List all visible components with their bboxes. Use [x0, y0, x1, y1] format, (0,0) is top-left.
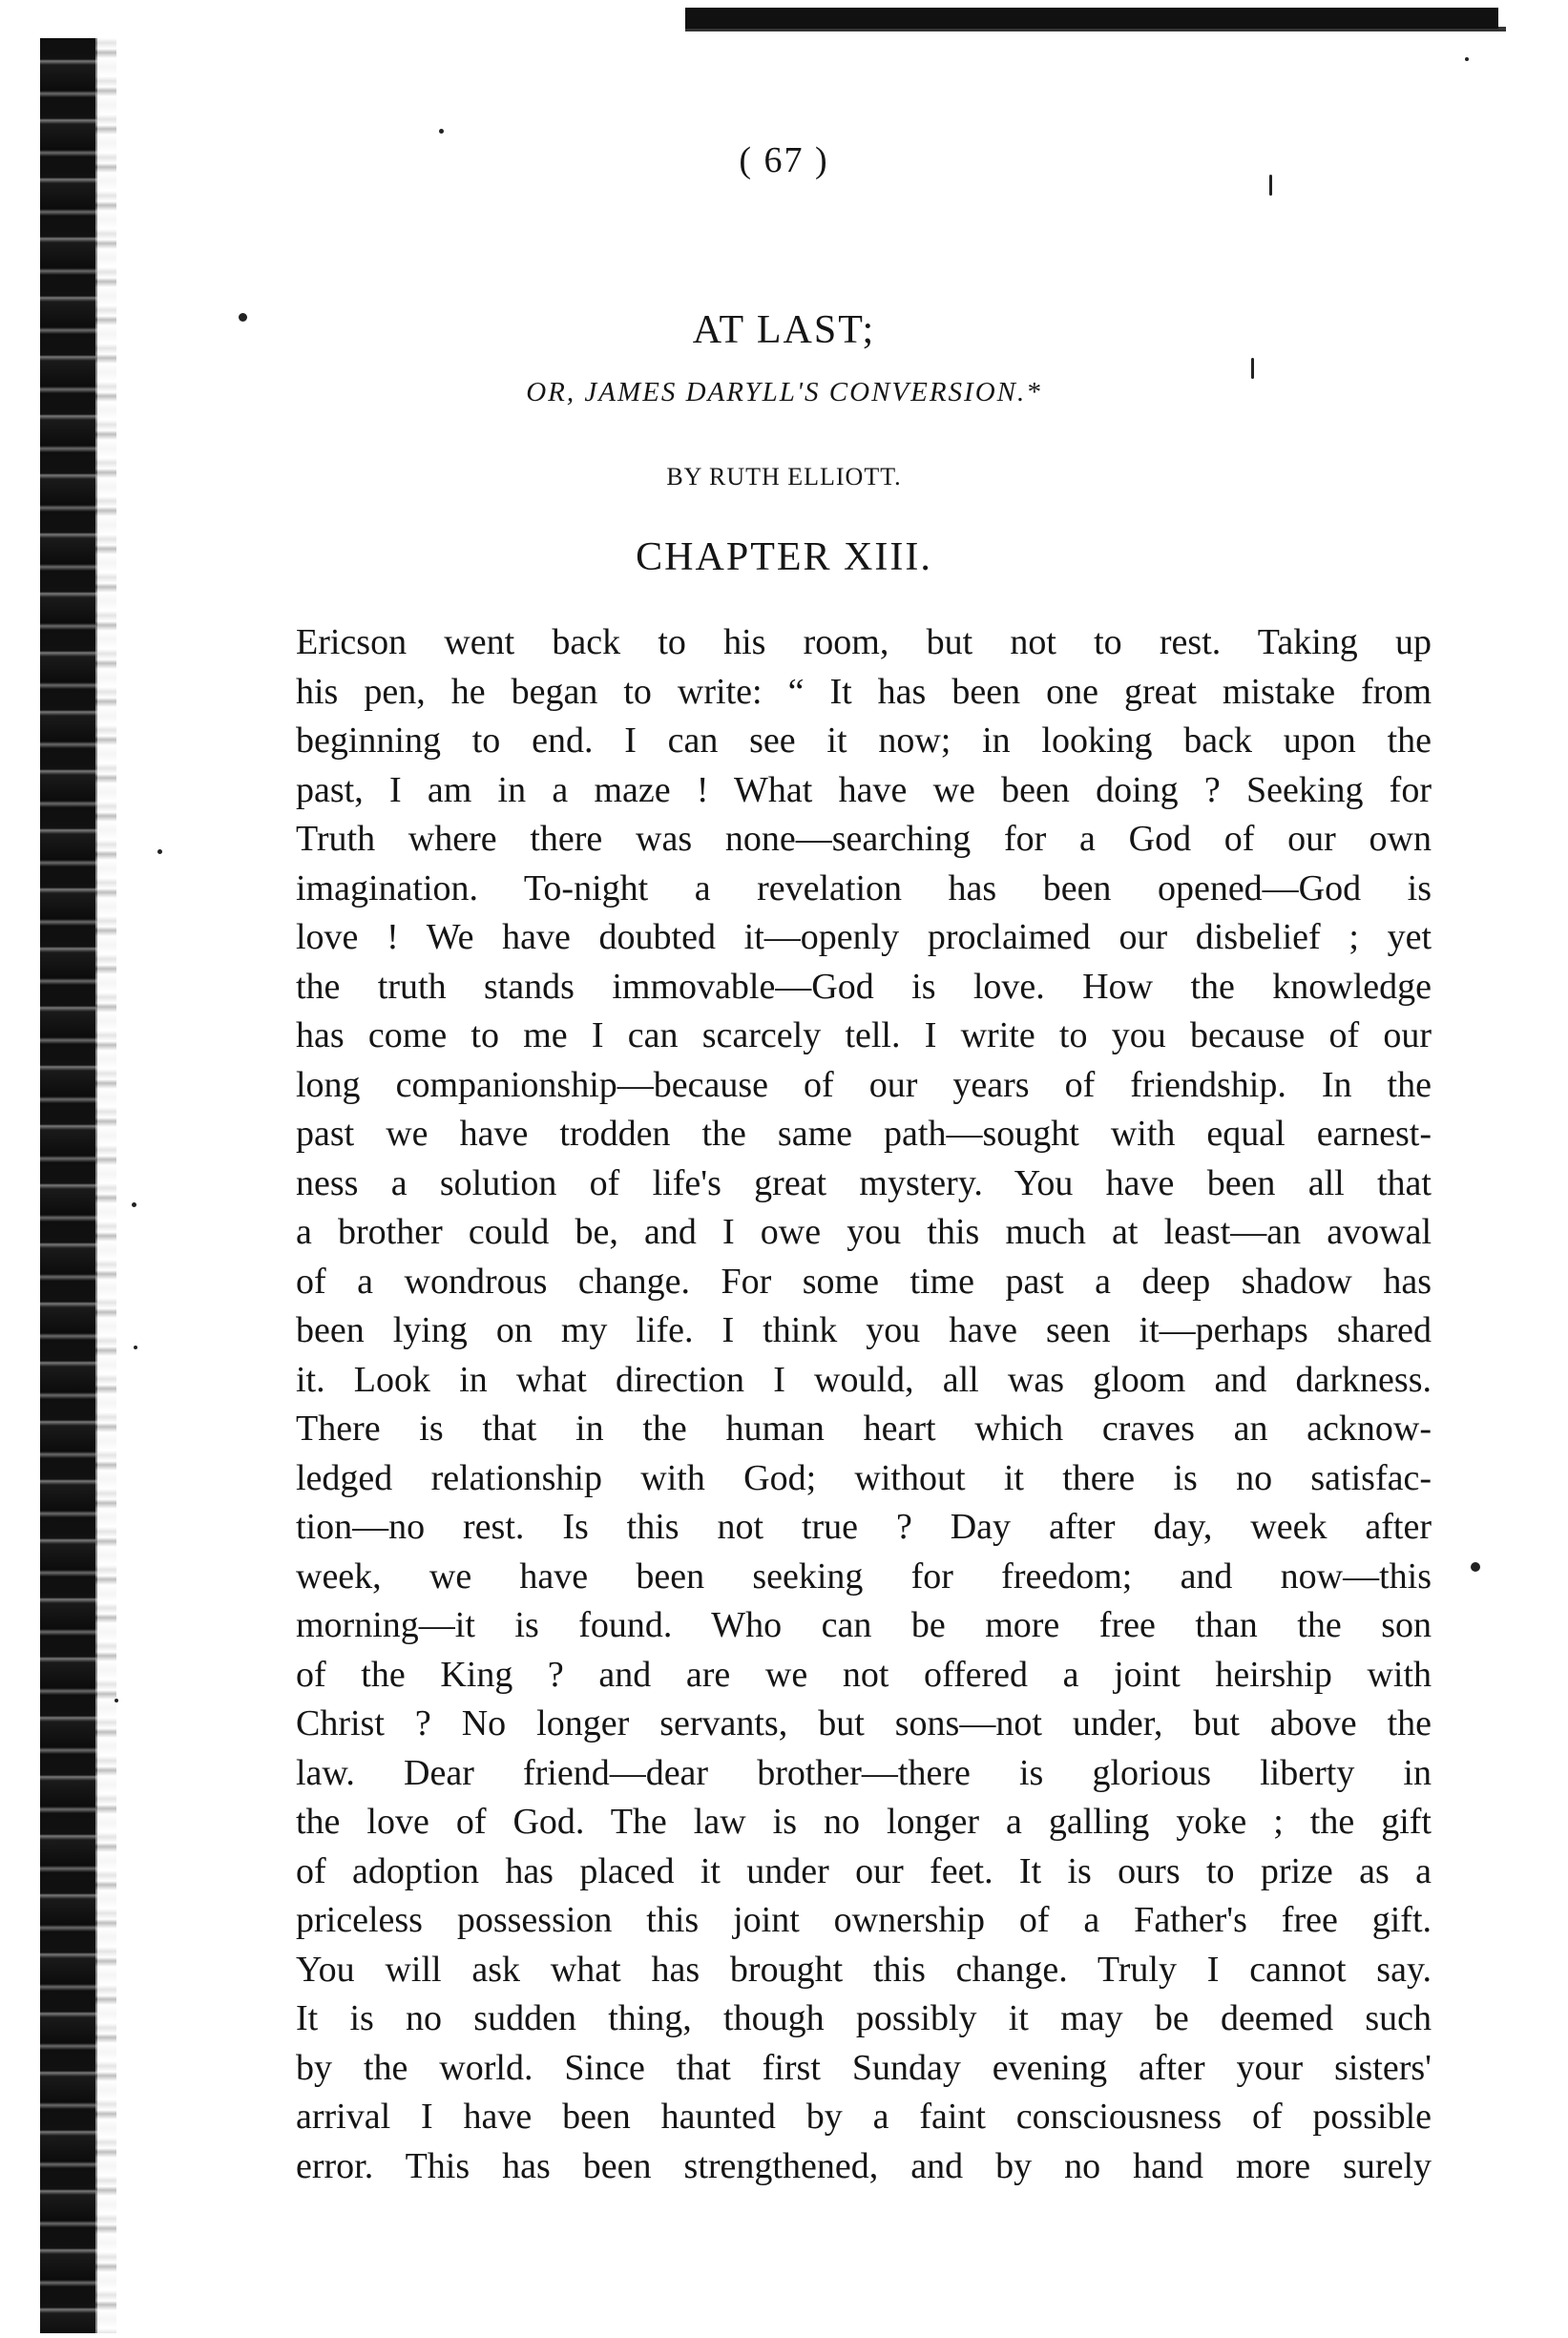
body-line: the love of God. The law is no longer a galling yoke ; the gift: [296, 1802, 1432, 1842]
body-line: past we have trodden the same path—sought with equal earnest-: [296, 1114, 1432, 1154]
top-rule-shadow: [685, 27, 1506, 31]
body-line: love ! We have doubted it—openly proclaimed our disbelief ; yet: [296, 917, 1432, 957]
top-rule: [685, 8, 1498, 29]
page-number: ( 67 ): [739, 140, 829, 180]
ink-speck: [157, 849, 162, 854]
body-line: priceless possession this joint ownership of a Father's free gift.: [296, 1900, 1432, 1940]
body-line: of a wondrous change. For some time past a deep shadow has: [296, 1261, 1432, 1302]
ink-speck: [115, 1699, 118, 1702]
body-line: arrival I have been haunted by a faint consciousness of possible: [296, 2097, 1432, 2137]
author-byline: BY RUTH ELLIOTT.: [666, 463, 902, 491]
body-line: his pen, he began to write: “ It has been one great mistake from: [296, 671, 1432, 712]
body-line: morning—it is found. Who can be more free than the son: [296, 1605, 1432, 1645]
body-line: it. Look in what direction I would, all was gloom and darkness.: [296, 1359, 1432, 1400]
body-line: Christ ? No longer servants, but sons—not under, but above the: [296, 1703, 1432, 1743]
body-line: tion—no rest. Is this not true ? Day after day, week after: [296, 1507, 1432, 1547]
body-line: imagination. To-night a revelation has been opened—God is: [296, 867, 1432, 908]
body-line: of the King ? and are we not offered a joint heirship with: [296, 1654, 1432, 1695]
ink-speck: [439, 129, 444, 134]
ink-speck: [1471, 1562, 1480, 1572]
body-line: of adoption has placed it under our feet. It is ours to prize as a: [296, 1850, 1432, 1891]
body-line: long companionship—because of our years of friendship. In the: [296, 1064, 1432, 1105]
body-line: the truth stands immovable—God is love. How the knowledge: [296, 966, 1432, 1007]
ink-speck: [132, 1202, 136, 1207]
body-line: beginning to end. I can see it now; in looking back upon the: [296, 720, 1432, 761]
body-line: Truth where there was none—searching for a God of our own: [296, 819, 1432, 859]
body-line: has come to me I can scarcely tell. I write to you because of our: [296, 1015, 1432, 1055]
body-line: past, I am in a maze ! What have we been doing ? Seeking for: [296, 769, 1432, 810]
story-subtitle: OR, JAMES DARYLL'S CONVERSION.*: [526, 377, 1042, 407]
body-line: error. This has been strengthened, and by no hand more surely: [296, 2145, 1432, 2186]
body-line: Ericson went back to his room, but not to rest. Taking up: [296, 622, 1432, 662]
chapter-heading: CHAPTER XIII.: [636, 535, 932, 579]
ink-speck: [1251, 358, 1254, 379]
body-line: ness a solution of life's great mystery. You have been all that: [296, 1162, 1432, 1203]
chapter-body: [296, 618, 1432, 2191]
story-title: AT LAST;: [692, 308, 876, 352]
body-line: week, we have been seeking for freedom; and now—this: [296, 1555, 1432, 1597]
body-line: been lying on my life. I think you have seen it—perhaps shared: [296, 1310, 1432, 1350]
body-line: by the world. Since that first Sunday evening after your sisters': [296, 2047, 1432, 2088]
body-line: law. Dear friend—dear brother—there is glorious liberty in: [296, 1752, 1432, 1793]
body-line: You will ask what has brought this change. Truly I cannot say.: [296, 1949, 1432, 1990]
ink-speck: [1465, 57, 1469, 61]
body-line: ledged relationship with God; without it there is no satisfac-: [296, 1457, 1432, 1498]
ink-speck: [134, 1346, 137, 1349]
body-line: It is no sudden thing, though possibly it may be deemed such: [296, 1998, 1432, 2038]
body-line: There is that in the human heart which craves an acknow-: [296, 1409, 1432, 1449]
body-line: a brother could be, and I owe you this much at least—an avowal: [296, 1212, 1432, 1252]
